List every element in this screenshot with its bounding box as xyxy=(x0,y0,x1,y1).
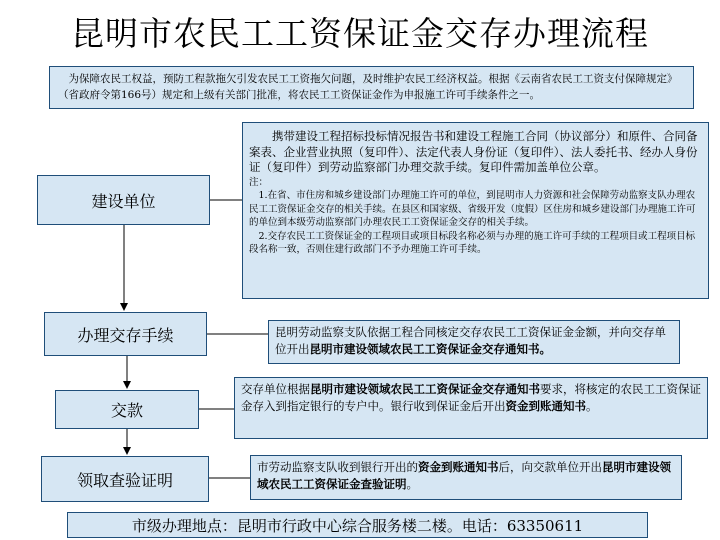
note-required-documents xyxy=(242,122,709,299)
note-verification-certificate xyxy=(250,455,682,500)
step-construction-unit: 建设单位 xyxy=(37,175,210,225)
note-text: 后，向交款单位开出 xyxy=(498,460,602,474)
footer-address: 市级办理地点：昆明市行政中心综合服务楼二楼。电话：63350611 xyxy=(67,512,648,538)
note-deposit-notice xyxy=(268,320,680,364)
step-collect-certificate: 领取查验证明 xyxy=(41,456,209,502)
note-bold-text: 昆明市建设领域农民工工资保证金交存通知书 xyxy=(310,382,540,396)
note-bank-deposit xyxy=(234,377,708,439)
note-label: 注： xyxy=(249,176,269,188)
note-bold-text: 昆明市建设领域农民工工资保证金交存通知书。 xyxy=(309,342,551,356)
note-bold-text: 资金到账通知书 xyxy=(418,460,499,474)
note-bold-text: 资金到账通知书 xyxy=(505,399,586,413)
step-payment: 交款 xyxy=(55,390,199,429)
note-bold-text: 昆明市建设领域农民工工资保证金查验证明 xyxy=(257,460,671,491)
note-main-text: 携带建设工程招标投标情况报告书和建设工程施工合同（协议部分）和原件、合同备案表、企业营业执照（复印件）、法定代表人身份证（复印件）、法人委托书、经办人身份证（复印件）到劳动监察部门办理交款手续。复印件需加盖单位公章。 xyxy=(249,129,698,174)
note-text: 。 xyxy=(586,399,598,413)
note-item-2: 2.交存农民工工资保证金的工程项目或项目标段名称必须与办理的施工许可手续的工程项目或工程项目标段名称一致，否则住建行政部门不予办理施工许可手续。 xyxy=(249,230,696,255)
page-title: 昆明市农民工工资保证金交存办理流程 xyxy=(71,14,649,53)
note-text: 要求，将核定的农民工工资保证金存入到指定银行的专户中。银行收到保证金后开出 xyxy=(241,382,701,413)
note-text: 交存单位根据 xyxy=(241,382,310,396)
note-text: 昆明劳动监察支队依据工程合同核定交存农民工工资保证金金额，并向交存单位开出 xyxy=(275,325,666,356)
note-text: 市劳动监察支队收到银行开出的 xyxy=(257,460,418,474)
intro-text: 为保障农民工权益，预防工程款拖欠引发农民工工资拖欠问题，及时维护农民工经济权益。根据《云南省农民工工资支付保障规定》（省政府令第166号）规定和上级有关部门批准，将农民工工资保证金作为申报施工许可手续条件之一。 xyxy=(49,66,694,109)
note-text: 。 xyxy=(406,477,418,491)
step-deposit-procedure: 办理交存手续 xyxy=(44,312,207,356)
note-item-1: 1.在省、市住房和城乡建设部门办理施工许可的单位，到昆明市人力资源和社会保障劳动监察支队办理农民工工资保证金交存的相关手续。在县区和国家级、省级开发（度假）区住房和城乡建设部门办理施工许可的单位到本级劳动监察部门办理农民工工资保证金交存的相关手续。 xyxy=(249,190,696,228)
